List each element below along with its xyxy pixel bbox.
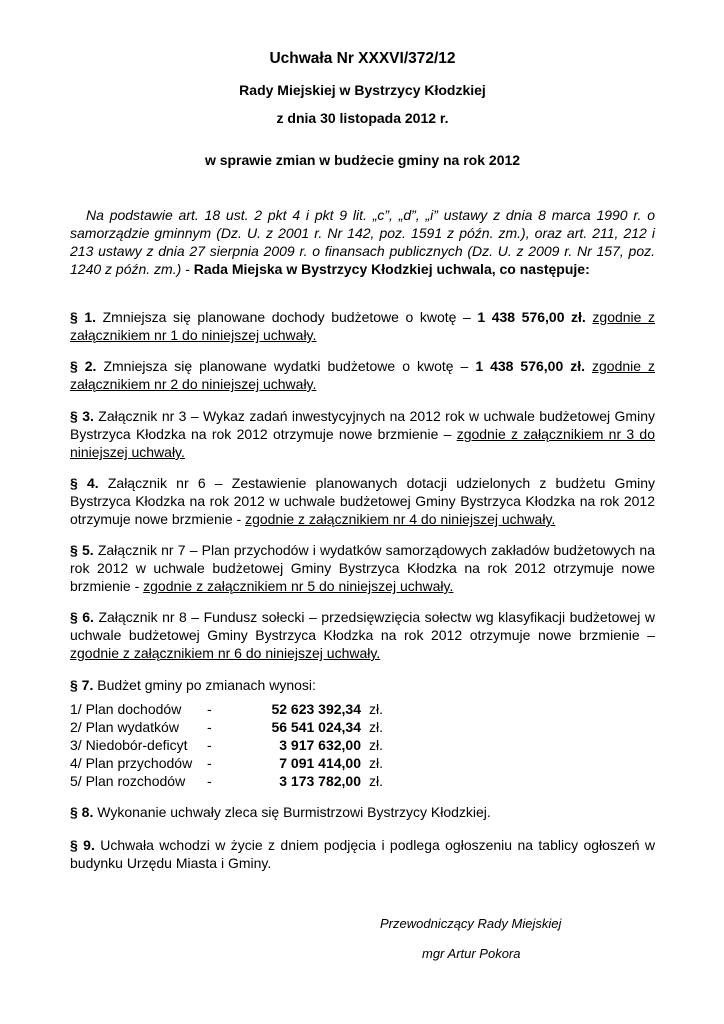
budget-dash: - (207, 755, 212, 771)
signature-name: mgr Artur Pokora (422, 946, 521, 961)
resolution-issuer: Rady Miejskiej w Bystrzycy Kłodzkiej (239, 82, 486, 98)
section-text: Budżet gminy po zmianach wynosi: (97, 677, 316, 693)
section-number: § 9. (70, 837, 95, 853)
budget-dash: - (207, 701, 212, 717)
section-text: Uchwała wchodzi w życie z dniem podjęcia i podlega ogłoszeniu na tablicy ogłoszeń w budynku Urzędu Miasta i Gminy. (70, 837, 656, 871)
section-7 (70, 676, 655, 694)
section-number: § 3. (70, 408, 94, 424)
budget-label: 4/ Plan przychodów (70, 755, 193, 771)
section-text: Wykonanie uchwały zleca się Burmistrzowi Bystrzycy Kłodzkiej. (97, 804, 491, 820)
section-text: Załącznik nr 8 – Fundusz sołecki – przedsięwzięcia sołectw wg klasyfikacji budżetowej w uchwale budżetowej Gminy Bystrzyca Kłodzka na rok 2012 otrzymuje nowe brzmienie – (70, 609, 656, 643)
legal-basis-text: Na podstawie art. 18 ust. 2 pkt 4 i pkt 9 lit. „c”, „d”, „i” ustawy z dnia 8 marca 1990 r. o samorządzie gminnym (Dz. U. z 2001 r. Nr 142, poz. 1591 z późn. zm.), oraz art. 211, 212 i 213 ustawy z dnia 27 sierpnia 2009 r. o finansach publicznych (Dz. U. z 2009 r. Nr 157, poz. 1240 z późn. zm.) - (70, 207, 655, 277)
section-amount: 1 438 576,00 zł. (475, 358, 586, 374)
enactment-clause: Rada Miejska w Bystrzycy Kłodzkiej uchwala, co następuje: (193, 261, 590, 277)
section-number: § 1. (70, 309, 97, 325)
section-2 (70, 357, 655, 393)
section-number: § 8. (70, 804, 94, 820)
attachment-reference: zgodnie z załącznikiem nr 3 do niniejszej uchwały. (70, 426, 656, 460)
budget-amount: 52 623 392,34 (271, 701, 361, 717)
budget-label: 3/ Niedobór-deficyt (70, 737, 188, 753)
section-number: § 5. (70, 542, 94, 558)
section-8 (70, 803, 655, 821)
budget-currency: zł. (369, 755, 383, 771)
budget-amount: 3 917 632,00 (279, 737, 361, 753)
budget-label: 5/ Plan rozchodów (70, 773, 186, 789)
section-text: Załącznik nr 7 – Plan przychodów i wydatków samorządowych zakładów budżetowych na rok 2012 w uchwale budżetowej Gminy Bystrzyca Kłodzka na rok 2012 otrzymuje nowe brzmienie - (70, 542, 656, 594)
table-row (70, 718, 399, 736)
table-row (70, 754, 399, 772)
section-number: § 2. (70, 358, 97, 374)
table-row (70, 700, 399, 718)
section-4 (70, 474, 655, 528)
attachment-reference: zgodnie z załącznikiem nr 1 do niniejszej uchwały. (70, 309, 656, 343)
section-text: Zmniejsza się planowane dochody budżetowe o kwotę – (102, 309, 471, 325)
budget-amount: 3 173 782,00 (279, 773, 361, 789)
budget-label: 2/ Plan wydatków (70, 719, 179, 735)
budget-dash: - (207, 737, 212, 753)
attachment-reference: zgodnie z załącznikiem nr 5 do niniejszej uchwały. (143, 578, 454, 594)
section-amount: 1 438 576,00 zł. (477, 309, 586, 325)
budget-amount: 56 541 024,34 (271, 719, 361, 735)
budget-amount: 7 091 414,00 (279, 755, 361, 771)
section-text: Zmniejsza się planowane wydatki budżetowe o kwotę – (103, 358, 469, 374)
budget-currency: zł. (369, 701, 383, 717)
section-3 (70, 407, 655, 461)
attachment-reference: zgodnie z załącznikiem nr 2 do niniejszej uchwały. (70, 358, 656, 392)
budget-summary-table (70, 700, 399, 790)
legal-basis-paragraph (70, 206, 655, 278)
section-number: § 7. (70, 677, 94, 693)
section-text: Załącznik nr 3 – Wykaz zadań inwestycyjnych na 2012 rok w uchwale budżetowej Gminy Bystrzyca Kłodzka na rok 2012 otrzymuje nowe brzmienie – (70, 408, 655, 442)
resolution-subject: w sprawie zmian w budżecie gminy na rok 2012 (204, 152, 521, 168)
budget-currency: zł. (369, 719, 383, 735)
section-9 (70, 836, 655, 872)
budget-currency: zł. (369, 773, 383, 789)
section-number: § 6. (70, 609, 94, 625)
section-6 (70, 608, 655, 662)
attachment-reference: zgodnie z załącznikiem nr 6 do niniejszej uchwały. (70, 645, 381, 661)
resolution-date: z dnia 30 listopada 2012 r. (276, 110, 449, 126)
table-row (70, 772, 399, 790)
resolution-title: Uchwała Nr XXXVI/372/12 (269, 50, 456, 67)
budget-currency: zł. (369, 737, 383, 753)
section-number: § 4. (70, 475, 99, 491)
signature-role: Przewodniczący Rady Miejskiej (380, 916, 562, 931)
section-1 (70, 308, 655, 344)
section-text: Załącznik nr 6 – Zestawienie planowanych dotacji udzielonych z budżetu Gminy Bystrzyca Kłodzka na rok 2012 w uchwale budżetowej Gminy Bystrzyca Kłodzka na rok 2012 otrzymuje nowe brzmienie - (70, 475, 656, 527)
section-5 (70, 541, 655, 595)
budget-dash: - (207, 773, 212, 789)
attachment-reference: zgodnie z załącznikiem nr 4 do niniejszej uchwały. (245, 511, 556, 527)
budget-dash: - (207, 719, 212, 735)
table-row (70, 736, 399, 754)
budget-label: 1/ Plan dochodów (70, 701, 182, 717)
